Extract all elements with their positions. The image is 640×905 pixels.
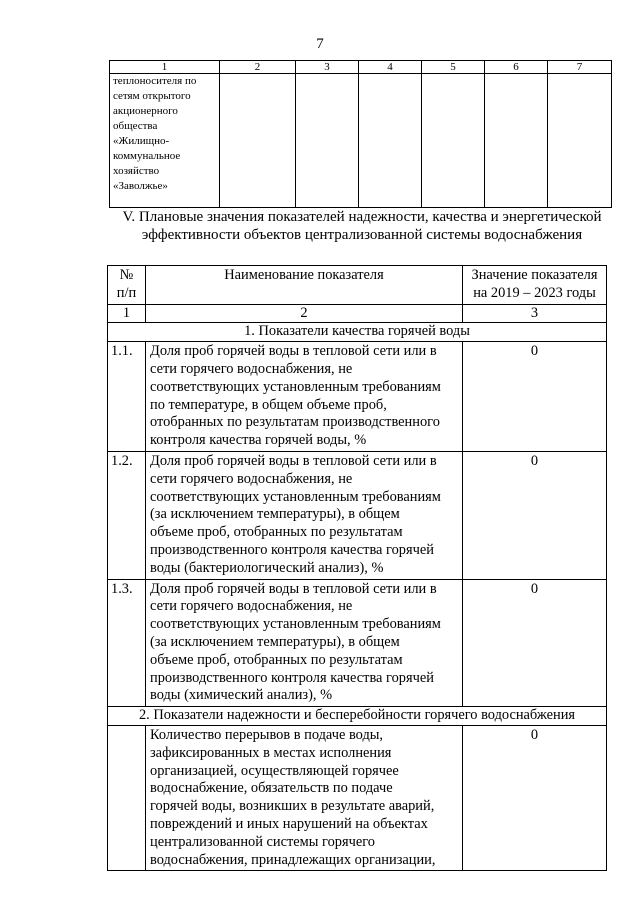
empty-cell	[548, 74, 612, 208]
indicators-table	[107, 265, 607, 871]
indicator-value: 0	[463, 579, 607, 707]
table-row	[108, 725, 607, 870]
column-number: 3	[463, 304, 607, 323]
column-number: 6	[485, 61, 548, 74]
column-number-row	[110, 61, 612, 74]
name-line: сетям открытого	[113, 90, 191, 102]
name-line: коммунальное	[113, 150, 181, 162]
group-title: 2. Показатели надежности и бесперебойности горячего водоснабжения	[108, 707, 607, 726]
column-number: 3	[296, 61, 359, 74]
indicator-value: 0	[463, 451, 607, 579]
header-name: Наименование показателя	[146, 266, 463, 305]
column-number: 2	[146, 304, 463, 323]
column-number-row	[108, 304, 607, 323]
header-row	[108, 266, 607, 305]
empty-cell	[422, 74, 485, 208]
indicator-value: 0	[463, 342, 607, 452]
table-row	[108, 579, 607, 707]
section-heading	[112, 208, 612, 244]
name-line: теплоносителя по	[113, 75, 197, 87]
row-number	[108, 725, 146, 870]
group-row	[108, 323, 607, 342]
indicator-text: Доля проб горячей воды в тепловой сети или в сети горячего водоснабжения, не соответствующих установленным требованиям (за исключением температуры), в общем объеме проб, отобранных по результатам производственного контроля качества горячей воды (химический анализ), %	[146, 579, 463, 707]
column-number: 2	[220, 61, 296, 74]
indicator-text: Доля проб горячей воды в тепловой сети или в сети горячего водоснабжения, не соответствующих установленным требованиям по температуре, в общем объеме проб, отобранных по результатам производственного контроля качества горячей воды, %	[146, 342, 463, 452]
column-number: 1	[108, 304, 146, 323]
name-line: хозяйство	[113, 165, 160, 177]
column-number: 1	[110, 61, 220, 74]
group-title: 1. Показатели качества горячей воды	[108, 323, 607, 342]
column-number: 5	[422, 61, 485, 74]
indicator-text: Доля проб горячей воды в тепловой сети или в сети горячего водоснабжения, не соответствующих установленным требованиям (за исключением температуры), в общем объеме проб, отобранных по результатам производственного контроля качества горячей воды (бактериологический анализ), %	[146, 451, 463, 579]
name-line: акционерного	[113, 105, 178, 117]
indicator-value: 0	[463, 725, 607, 870]
empty-cell	[485, 74, 548, 208]
section-heading-line: эффективности объектов централизованной системы водоснабжения	[141, 227, 583, 243]
row-number: 1.2.	[108, 451, 146, 579]
empty-cell	[359, 74, 422, 208]
header-num: № п/п	[108, 266, 146, 305]
column-number: 7	[548, 61, 612, 74]
table-row	[108, 451, 607, 579]
name-line: «Заволжье»	[113, 180, 168, 192]
header-value: Значение показателя на 2019 – 2023 годы	[463, 266, 607, 305]
table-row	[108, 342, 607, 452]
name-line: общества	[113, 120, 158, 132]
indicator-name-cell	[110, 74, 220, 208]
name-line: «Жилищно-	[113, 135, 170, 147]
empty-cell	[220, 74, 296, 208]
continuation-table	[109, 60, 612, 208]
section-heading-line: V. Плановые значения показателей надежности, качества и энергетической	[122, 209, 602, 225]
empty-cell	[296, 74, 359, 208]
page-number: 7	[316, 36, 324, 52]
row-number: 1.1.	[108, 342, 146, 452]
indicator-text: Количество перерывов в подаче воды, зафиксированных в местах исполнения организацией, осуществляющей горячее водоснабжение, обязательств по подаче горячей воды, возникших в результате аварий, повреждений и иных нарушений на объектах централизованной системы горячего водоснабжения, принадлежащих организации,	[146, 725, 463, 870]
table-row	[110, 74, 612, 208]
group-row	[108, 707, 607, 726]
row-number: 1.3.	[108, 579, 146, 707]
column-number: 4	[359, 61, 422, 74]
